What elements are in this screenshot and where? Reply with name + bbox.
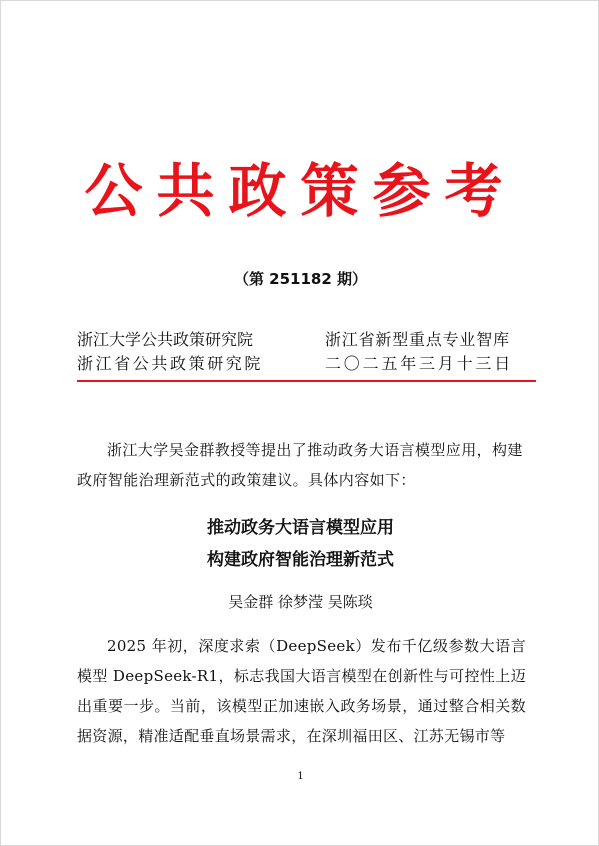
org-right-line1: 浙江省新型重点专业智库 [325, 330, 510, 349]
article-title-line1: 推动政务大语言模型应用 [207, 518, 394, 538]
masthead-title: 公共政策参考 [84, 157, 517, 225]
article-title-line2: 构建政府智能治理新范式 [207, 550, 394, 570]
article-body-paragraph: 2025 年初，深度求索（DeepSeek）发布千亿级参数大语言模型 DeepSeek-R1，标志我国大语言模型在创新性与可控性上迈出重要一步。当前，该模型正加速嵌入政务场景，通过整合相关数据资源，精准适配垂直场景需求，在深圳福田区、江苏无锡市等 [77, 637, 526, 745]
org-left-line1: 浙江大学公共政策研究院 [77, 330, 254, 349]
article-authors: 吴金群 徐梦滢 吴陈琰 [228, 593, 373, 611]
publish-date: 二〇二五年三月十三日 [325, 354, 514, 373]
org-left-line2: 浙江省公共政策研究院 [77, 354, 264, 373]
header-divider [77, 380, 536, 382]
intro-paragraph: 浙江大学吴金群教授等提出了推动政务大语言模型应用，构建政府智能治理新范式的政策建议。具体内容如下： [77, 441, 523, 489]
page-number: 1 [297, 771, 304, 782]
issue-number: （第 251182 期） [233, 270, 368, 288]
